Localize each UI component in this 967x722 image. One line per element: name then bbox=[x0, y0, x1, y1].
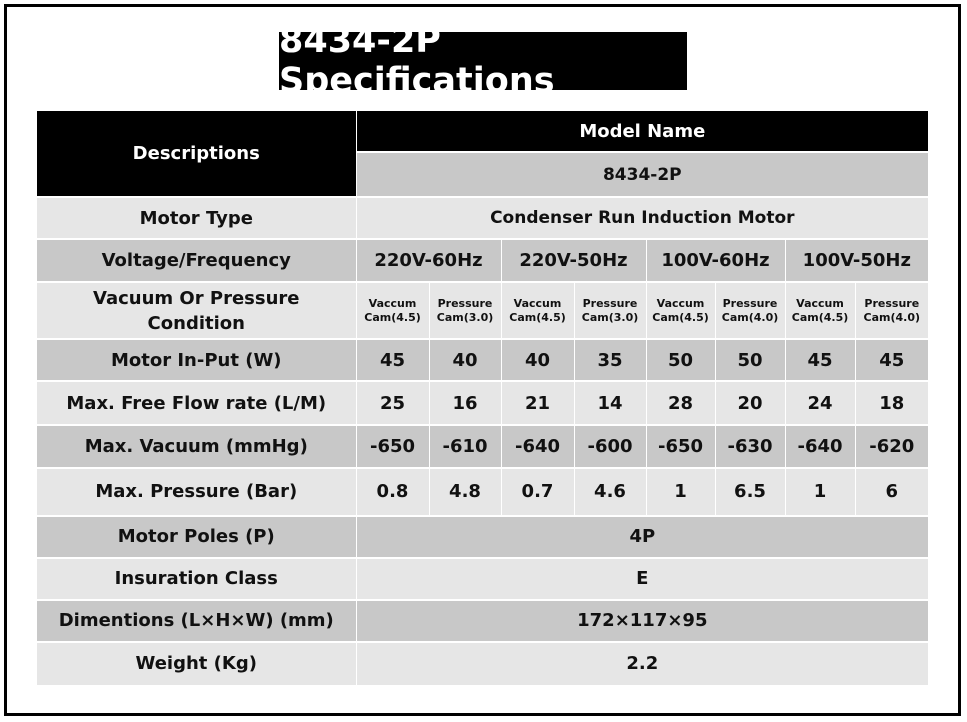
condition-cell: Pressure Cam(4.0) bbox=[855, 282, 928, 339]
flow-rate-value: 24 bbox=[785, 381, 855, 425]
voltage-value: 100V-50Hz bbox=[785, 239, 928, 282]
max-pressure-label: Max. Pressure (Bar) bbox=[37, 468, 356, 516]
voltage-label: Voltage/Frequency bbox=[37, 239, 356, 282]
max-pressure-value: 0.7 bbox=[501, 468, 574, 516]
flow-rate-value: 16 bbox=[429, 381, 501, 425]
condition-cell: Vaccum Cam(4.5) bbox=[646, 282, 715, 339]
dimensions-label: Dimentions (L×H×W) (mm) bbox=[37, 600, 356, 642]
motor-poles-value: 4P bbox=[356, 516, 928, 558]
motor-input-value: 40 bbox=[501, 339, 574, 381]
motor-type-value: Condenser Run Induction Motor bbox=[356, 197, 928, 239]
motor-input-value: 45 bbox=[855, 339, 928, 381]
condition-label-line2: Condition bbox=[147, 312, 245, 334]
max-vacuum-value: -600 bbox=[574, 425, 646, 467]
motor-input-value: 50 bbox=[715, 339, 785, 381]
max-pressure-value: 1 bbox=[785, 468, 855, 516]
voltage-value: 220V-50Hz bbox=[501, 239, 646, 282]
model-value: 8434-2P bbox=[356, 152, 928, 197]
weight-value: 2.2 bbox=[356, 642, 928, 685]
condition-label-line1: Vacuum Or Pressure bbox=[93, 287, 300, 309]
motor-input-value: 35 bbox=[574, 339, 646, 381]
max-vacuum-label: Max. Vacuum (mmHg) bbox=[37, 425, 356, 467]
weight-label: Weight (Kg) bbox=[37, 642, 356, 685]
motor-input-value: 45 bbox=[785, 339, 855, 381]
condition-cell: Vaccum Cam(4.5) bbox=[356, 282, 429, 339]
model-name-header: Model Name bbox=[356, 111, 928, 152]
descriptions-header: Descriptions bbox=[37, 111, 356, 197]
voltage-value: 100V-60Hz bbox=[646, 239, 785, 282]
flow-rate-value: 20 bbox=[715, 381, 785, 425]
flow-rate-value: 25 bbox=[356, 381, 429, 425]
max-vacuum-value: -650 bbox=[646, 425, 715, 467]
max-pressure-value: 4.6 bbox=[574, 468, 646, 516]
max-vacuum-value: -610 bbox=[429, 425, 501, 467]
max-pressure-value: 6 bbox=[855, 468, 928, 516]
max-pressure-value: 6.5 bbox=[715, 468, 785, 516]
motor-input-value: 40 bbox=[429, 339, 501, 381]
condition-cell: Vaccum Cam(4.5) bbox=[501, 282, 574, 339]
motor-input-value: 50 bbox=[646, 339, 715, 381]
max-pressure-value: 4.8 bbox=[429, 468, 501, 516]
motor-type-label: Motor Type bbox=[37, 197, 356, 239]
max-vacuum-value: -640 bbox=[785, 425, 855, 467]
motor-input-label: Motor In-Put (W) bbox=[37, 339, 356, 381]
max-vacuum-value: -650 bbox=[356, 425, 429, 467]
insulation-class-label: Insuration Class bbox=[37, 558, 356, 600]
condition-cell: Pressure Cam(3.0) bbox=[429, 282, 501, 339]
max-pressure-value: 0.8 bbox=[356, 468, 429, 516]
motor-poles-label: Motor Poles (P) bbox=[37, 516, 356, 558]
max-vacuum-value: -640 bbox=[501, 425, 574, 467]
insulation-class-value: E bbox=[356, 558, 928, 600]
flow-rate-value: 14 bbox=[574, 381, 646, 425]
condition-cell: Vaccum Cam(4.5) bbox=[785, 282, 855, 339]
condition-cell: Pressure Cam(3.0) bbox=[574, 282, 646, 339]
page-title: 8434-2P Specifications bbox=[279, 32, 687, 90]
max-pressure-value: 1 bbox=[646, 468, 715, 516]
flow-rate-value: 18 bbox=[855, 381, 928, 425]
flow-rate-label: Max. Free Flow rate (L/M) bbox=[37, 381, 356, 425]
condition-label bbox=[37, 282, 356, 339]
condition-cell: Pressure Cam(4.0) bbox=[715, 282, 785, 339]
max-vacuum-value: -630 bbox=[715, 425, 785, 467]
voltage-value: 220V-60Hz bbox=[356, 239, 501, 282]
max-vacuum-value: -620 bbox=[855, 425, 928, 467]
flow-rate-value: 28 bbox=[646, 381, 715, 425]
specifications-table bbox=[37, 111, 928, 685]
motor-input-value: 45 bbox=[356, 339, 429, 381]
flow-rate-value: 21 bbox=[501, 381, 574, 425]
dimensions-value: 172×117×95 bbox=[356, 600, 928, 642]
